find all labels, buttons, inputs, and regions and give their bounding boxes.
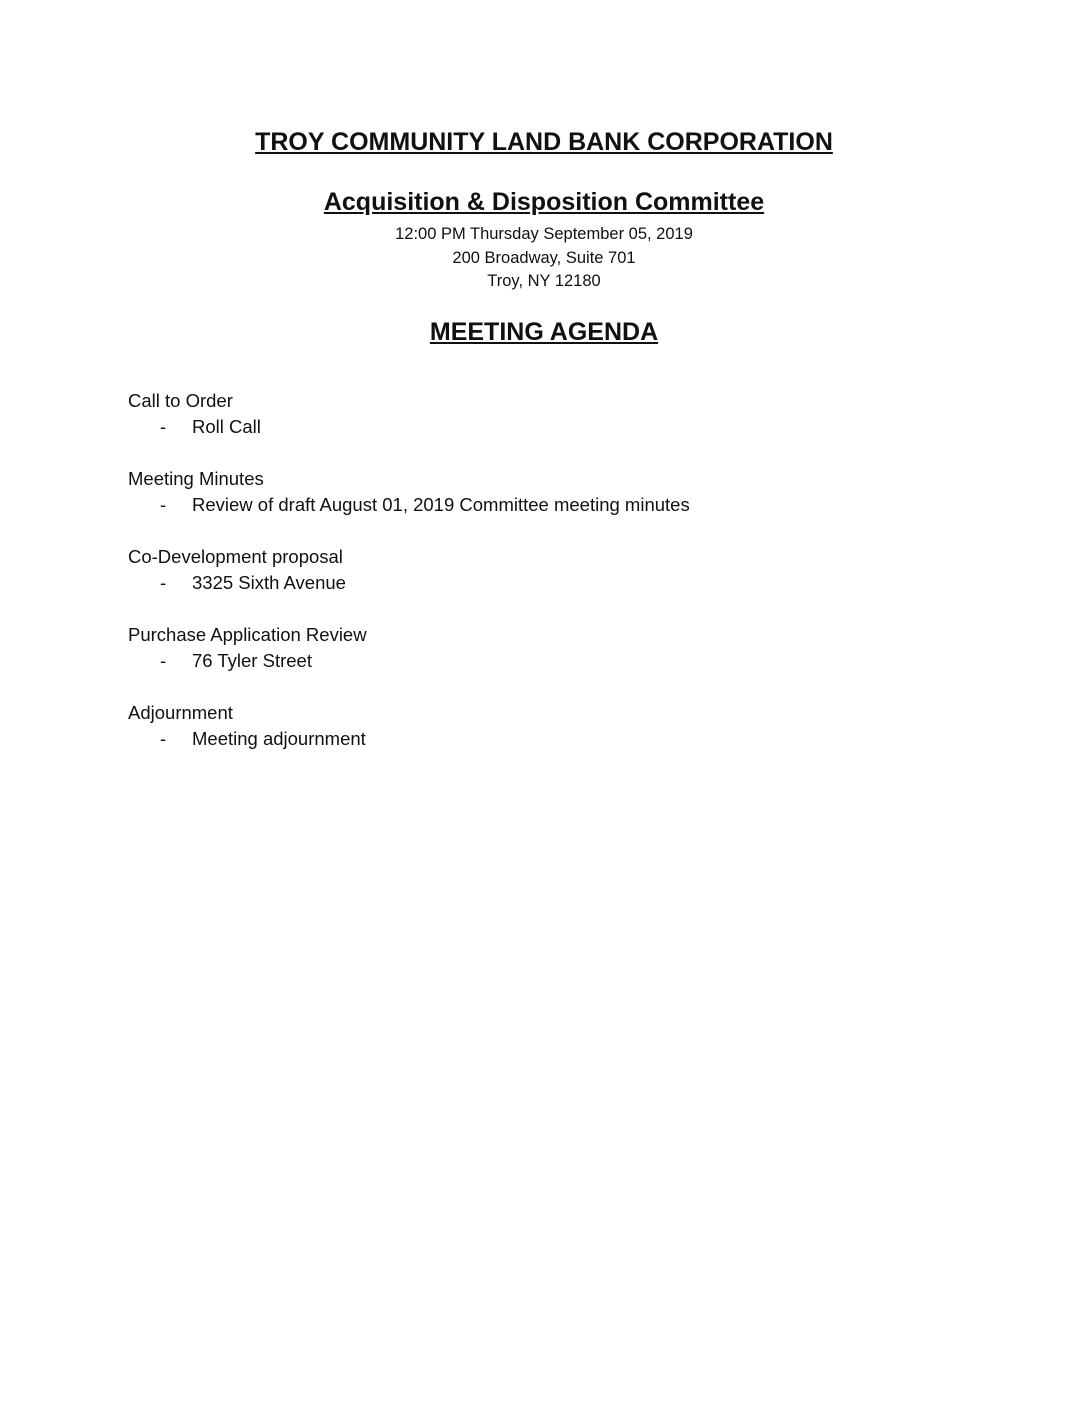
address-line-1: 200 Broadway, Suite 701	[452, 248, 636, 267]
list-item	[128, 726, 988, 752]
address-line-2: Troy, NY 12180	[487, 272, 601, 290]
meeting-details	[0, 223, 1088, 294]
agenda-section-adjournment	[128, 700, 988, 752]
item-text: 76 Tyler Street	[192, 650, 312, 671]
list-item	[128, 648, 988, 674]
section-title: Call to Order	[128, 390, 233, 411]
list-item	[128, 414, 988, 440]
dash-bullet: -	[160, 494, 167, 515]
committee-title: Acquisition & Disposition Committee	[323, 188, 765, 216]
item-text: Meeting adjournment	[192, 728, 366, 749]
dash-bullet: -	[160, 572, 167, 593]
agenda-list	[128, 388, 988, 778]
meeting-datetime: 12:00 PM Thursday September 05, 2019	[395, 225, 693, 243]
agenda-heading: MEETING AGENDA	[429, 318, 659, 346]
dash-bullet: -	[160, 650, 167, 671]
section-title: Meeting Minutes	[128, 468, 264, 489]
section-title: Co-Development proposal	[128, 546, 343, 567]
section-title: Purchase Application Review	[128, 624, 367, 645]
item-text: Roll Call	[192, 416, 261, 437]
list-item	[128, 492, 988, 518]
item-text: 3325 Sixth Avenue	[192, 572, 346, 593]
agenda-section-purchase-application	[128, 622, 988, 674]
dash-bullet: -	[160, 416, 167, 437]
section-title: Adjournment	[128, 702, 233, 723]
organization-title: TROY COMMUNITY LAND BANK CORPORATION	[255, 128, 833, 156]
dash-bullet: -	[160, 728, 167, 749]
list-item	[128, 570, 988, 596]
agenda-section-co-development	[128, 544, 988, 596]
agenda-section-meeting-minutes	[128, 466, 988, 518]
item-text: Review of draft August 01, 2019 Committee meeting minutes	[192, 494, 690, 515]
agenda-section-call-to-order	[128, 388, 988, 440]
